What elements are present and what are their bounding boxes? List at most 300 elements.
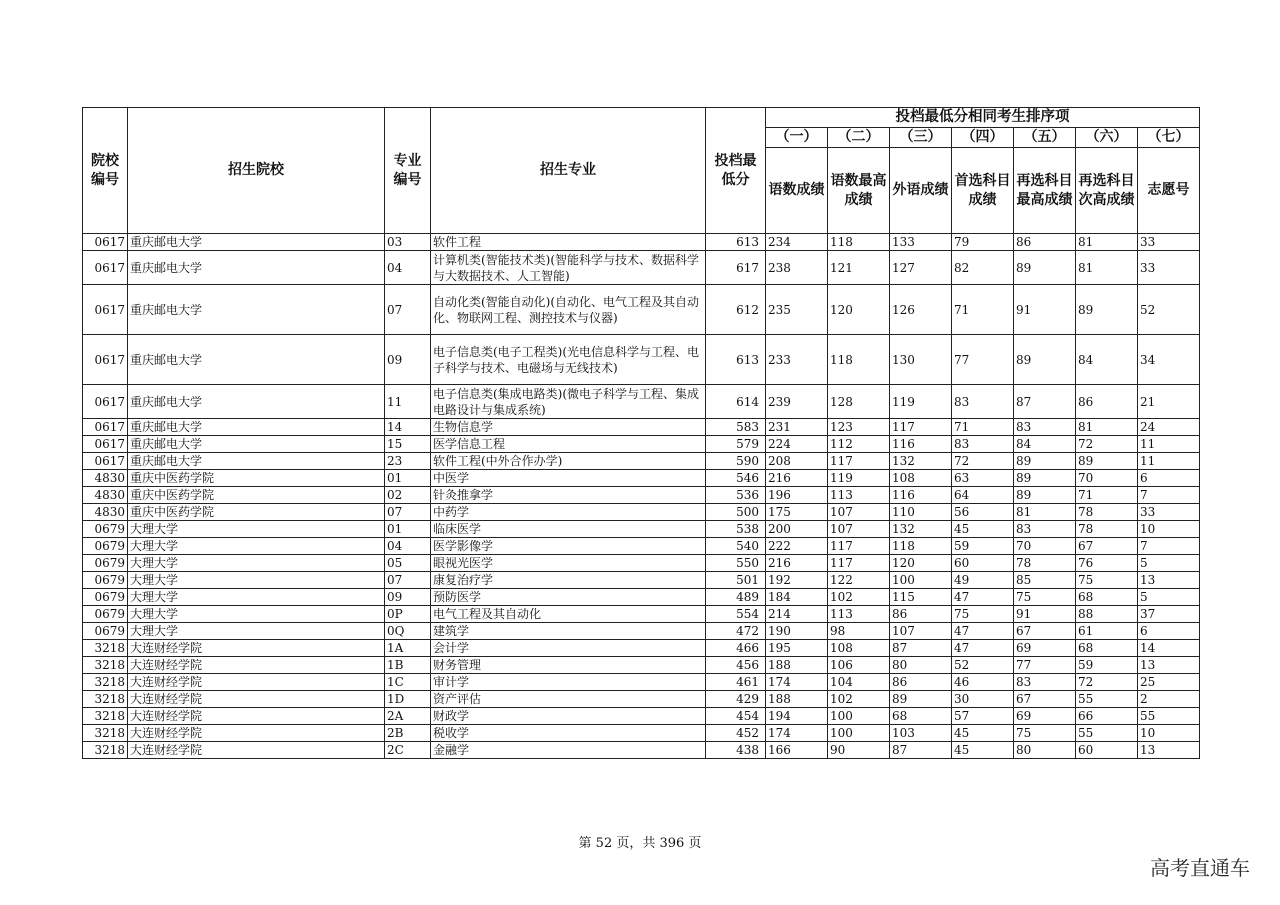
rank-value-cell: 86	[1076, 385, 1138, 419]
school-name-cell: 重庆邮电大学	[128, 419, 385, 436]
table-body	[83, 234, 1200, 759]
rank-value-cell: 115	[890, 589, 952, 606]
table-row	[83, 674, 1200, 691]
rank-value-cell: 113	[828, 606, 890, 623]
rank-value-cell: 68	[890, 708, 952, 725]
major-code-cell: 2A	[385, 708, 431, 725]
rank-value-cell: 107	[890, 623, 952, 640]
admission-score-table	[82, 107, 1200, 759]
major-name-cell: 生物信息学	[431, 419, 706, 436]
rank-value-cell: 166	[766, 742, 828, 759]
table-row	[83, 335, 1200, 385]
rank-value-cell: 104	[828, 674, 890, 691]
rank-value-cell: 89	[1014, 335, 1076, 385]
min-score-cell: 452	[706, 725, 766, 742]
major-code-cell: 09	[385, 589, 431, 606]
major-name-cell: 自动化类(智能自动化)(自动化、电气工程及其自动化、物联网工程、测控技术与仪器)	[431, 285, 706, 335]
major-code-cell: 1D	[385, 691, 431, 708]
rank-value-cell: 67	[1014, 691, 1076, 708]
rank-value-cell: 75	[952, 606, 1014, 623]
rank-value-cell: 78	[1076, 504, 1138, 521]
school-name-cell: 重庆邮电大学	[128, 335, 385, 385]
school-code-cell: 0679	[83, 589, 128, 606]
rank-value-cell: 81	[1076, 419, 1138, 436]
rank-value-cell: 127	[890, 251, 952, 285]
rank-value-cell: 174	[766, 674, 828, 691]
rank-value-cell: 88	[1076, 606, 1138, 623]
rank-value-cell: 86	[1014, 234, 1076, 251]
major-code-cell: 0Q	[385, 623, 431, 640]
rank-value-cell: 55	[1076, 691, 1138, 708]
school-code-cell: 3218	[83, 725, 128, 742]
school-name-cell: 大理大学	[128, 521, 385, 538]
school-name-cell: 重庆邮电大学	[128, 385, 385, 419]
rank-value-cell: 60	[1076, 742, 1138, 759]
rank-value-cell: 87	[890, 640, 952, 657]
rank-value-cell: 100	[890, 572, 952, 589]
rank-value-cell: 110	[890, 504, 952, 521]
min-score-cell: 536	[706, 487, 766, 504]
major-name-cell: 临床医学	[431, 521, 706, 538]
rank-value-cell: 214	[766, 606, 828, 623]
school-code-cell: 0617	[83, 251, 128, 285]
rank-value-cell: 192	[766, 572, 828, 589]
rank-value-cell: 63	[952, 470, 1014, 487]
major-name-cell: 电子信息类(集成电路类)(微电子科学与工程、集成电路设计与集成系统)	[431, 385, 706, 419]
rank-value-cell: 47	[952, 640, 1014, 657]
rank-value-cell: 90	[828, 742, 890, 759]
major-name-cell: 软件工程	[431, 234, 706, 251]
header-school-code: 院校编号	[83, 108, 128, 234]
rank-value-cell: 86	[890, 606, 952, 623]
rank-value-cell: 69	[1014, 708, 1076, 725]
rank-value-cell: 120	[828, 285, 890, 335]
rank-value-cell: 175	[766, 504, 828, 521]
rank-value-cell: 55	[1076, 725, 1138, 742]
rank-value-cell: 21	[1138, 385, 1200, 419]
rank-value-cell: 89	[1014, 487, 1076, 504]
rank-value-cell: 71	[952, 285, 1014, 335]
table-row	[83, 487, 1200, 504]
major-name-cell: 会计学	[431, 640, 706, 657]
major-code-cell: 1B	[385, 657, 431, 674]
rank-value-cell: 13	[1138, 572, 1200, 589]
rank-value-cell: 68	[1076, 640, 1138, 657]
rank-value-cell: 46	[952, 674, 1014, 691]
school-code-cell: 0679	[83, 606, 128, 623]
major-name-cell: 针灸推拿学	[431, 487, 706, 504]
major-code-cell: 2B	[385, 725, 431, 742]
rank-value-cell: 231	[766, 419, 828, 436]
table-row	[83, 538, 1200, 555]
school-code-cell: 0679	[83, 572, 128, 589]
rank-value-cell: 37	[1138, 606, 1200, 623]
table-row	[83, 623, 1200, 640]
rank-value-cell: 117	[828, 538, 890, 555]
table-row	[83, 453, 1200, 470]
major-code-cell: 05	[385, 555, 431, 572]
min-score-cell: 429	[706, 691, 766, 708]
major-name-cell: 医学影像学	[431, 538, 706, 555]
header-sub-number: （四）	[952, 128, 1014, 148]
rank-value-cell: 98	[828, 623, 890, 640]
rank-value-cell: 216	[766, 555, 828, 572]
rank-value-cell: 118	[828, 335, 890, 385]
rank-value-cell: 123	[828, 419, 890, 436]
rank-value-cell: 113	[828, 487, 890, 504]
school-code-cell: 3218	[83, 657, 128, 674]
rank-value-cell: 78	[1014, 555, 1076, 572]
school-code-cell: 3218	[83, 640, 128, 657]
major-name-cell: 预防医学	[431, 589, 706, 606]
rank-value-cell: 100	[828, 708, 890, 725]
rank-value-cell: 132	[890, 521, 952, 538]
header-sub-label: 首选科目成绩	[952, 148, 1014, 234]
table-row	[83, 470, 1200, 487]
min-score-cell: 489	[706, 589, 766, 606]
rank-value-cell: 81	[1014, 504, 1076, 521]
min-score-cell: 612	[706, 285, 766, 335]
rank-value-cell: 76	[1076, 555, 1138, 572]
table-row	[83, 285, 1200, 335]
table-row	[83, 572, 1200, 589]
rank-value-cell: 238	[766, 251, 828, 285]
table-row	[83, 436, 1200, 453]
major-name-cell: 计算机类(智能技术类)(智能科学与技术、数据科学与大数据技术、人工智能)	[431, 251, 706, 285]
table-row	[83, 555, 1200, 572]
page-number: 第 52 页，共 396 页	[578, 836, 702, 851]
rank-value-cell: 89	[1076, 453, 1138, 470]
major-name-cell: 康复治疗学	[431, 572, 706, 589]
rank-value-cell: 81	[1076, 251, 1138, 285]
rank-value-cell: 233	[766, 335, 828, 385]
rank-value-cell: 59	[1076, 657, 1138, 674]
rank-value-cell: 49	[952, 572, 1014, 589]
rank-value-cell: 78	[1076, 521, 1138, 538]
school-code-cell: 0617	[83, 285, 128, 335]
school-name-cell: 重庆中医药学院	[128, 487, 385, 504]
rank-value-cell: 5	[1138, 589, 1200, 606]
major-code-cell: 01	[385, 470, 431, 487]
school-name-cell: 大连财经学院	[128, 742, 385, 759]
table-row	[83, 708, 1200, 725]
major-code-cell: 07	[385, 572, 431, 589]
rank-value-cell: 108	[828, 640, 890, 657]
rank-value-cell: 89	[890, 691, 952, 708]
school-name-cell: 重庆邮电大学	[128, 234, 385, 251]
rank-value-cell: 120	[890, 555, 952, 572]
rank-value-cell: 108	[890, 470, 952, 487]
school-name-cell: 大理大学	[128, 572, 385, 589]
major-code-cell: 1A	[385, 640, 431, 657]
rank-value-cell: 190	[766, 623, 828, 640]
rank-value-cell: 81	[1076, 234, 1138, 251]
min-score-cell: 614	[706, 385, 766, 419]
header-sub-number: （六）	[1076, 128, 1138, 148]
school-code-cell: 0617	[83, 436, 128, 453]
header-sub-number: （一）	[766, 128, 828, 148]
school-name-cell: 重庆邮电大学	[128, 285, 385, 335]
rank-value-cell: 56	[952, 504, 1014, 521]
major-code-cell: 07	[385, 285, 431, 335]
rank-value-cell: 107	[828, 521, 890, 538]
min-score-cell: 454	[706, 708, 766, 725]
school-code-cell: 0679	[83, 555, 128, 572]
rank-value-cell: 82	[952, 251, 1014, 285]
major-name-cell: 资产评估	[431, 691, 706, 708]
table-row	[83, 742, 1200, 759]
rank-value-cell: 45	[952, 725, 1014, 742]
rank-value-cell: 132	[890, 453, 952, 470]
rank-value-cell: 80	[1014, 742, 1076, 759]
rank-value-cell: 11	[1138, 453, 1200, 470]
min-score-cell: 579	[706, 436, 766, 453]
table-row	[83, 234, 1200, 251]
rank-value-cell: 10	[1138, 521, 1200, 538]
table-row	[83, 385, 1200, 419]
rank-value-cell: 86	[890, 674, 952, 691]
rank-value-cell: 6	[1138, 470, 1200, 487]
major-name-cell: 金融学	[431, 742, 706, 759]
min-score-cell: 472	[706, 623, 766, 640]
rank-value-cell: 83	[1014, 674, 1076, 691]
min-score-cell: 456	[706, 657, 766, 674]
header-major-code: 专业编号	[385, 108, 431, 234]
rank-value-cell: 89	[1014, 251, 1076, 285]
table-row	[83, 725, 1200, 742]
rank-value-cell: 30	[952, 691, 1014, 708]
rank-value-cell: 117	[828, 555, 890, 572]
rank-value-cell: 216	[766, 470, 828, 487]
major-name-cell: 中医学	[431, 470, 706, 487]
min-score-cell: 613	[706, 335, 766, 385]
rank-value-cell: 6	[1138, 623, 1200, 640]
header-sub-label: 志愿号	[1138, 148, 1200, 234]
rank-value-cell: 222	[766, 538, 828, 555]
rank-value-cell: 83	[1014, 419, 1076, 436]
major-name-cell: 软件工程(中外合作办学)	[431, 453, 706, 470]
rank-value-cell: 33	[1138, 504, 1200, 521]
header-school-name: 招生院校	[128, 108, 385, 234]
rank-value-cell: 33	[1138, 251, 1200, 285]
rank-value-cell: 103	[890, 725, 952, 742]
table-row	[83, 606, 1200, 623]
rank-value-cell: 79	[952, 234, 1014, 251]
rank-value-cell: 118	[828, 234, 890, 251]
rank-value-cell: 84	[1076, 335, 1138, 385]
major-name-cell: 建筑学	[431, 623, 706, 640]
major-name-cell: 中药学	[431, 504, 706, 521]
rank-value-cell: 59	[952, 538, 1014, 555]
min-score-cell: 590	[706, 453, 766, 470]
min-score-cell: 540	[706, 538, 766, 555]
table-row	[83, 251, 1200, 285]
major-name-cell: 税收学	[431, 725, 706, 742]
rank-value-cell: 52	[952, 657, 1014, 674]
rank-value-cell: 87	[1014, 385, 1076, 419]
rank-value-cell: 234	[766, 234, 828, 251]
min-score-cell: 438	[706, 742, 766, 759]
rank-value-cell: 47	[952, 589, 1014, 606]
major-code-cell: 03	[385, 234, 431, 251]
rank-value-cell: 7	[1138, 487, 1200, 504]
rank-value-cell: 174	[766, 725, 828, 742]
school-name-cell: 大连财经学院	[128, 674, 385, 691]
major-name-cell: 财务管理	[431, 657, 706, 674]
rank-value-cell: 64	[952, 487, 1014, 504]
rank-value-cell: 70	[1014, 538, 1076, 555]
table-row	[83, 419, 1200, 436]
school-name-cell: 重庆中医药学院	[128, 470, 385, 487]
major-name-cell: 财政学	[431, 708, 706, 725]
rank-value-cell: 85	[1014, 572, 1076, 589]
rank-value-cell: 89	[1076, 285, 1138, 335]
major-name-cell: 审计学	[431, 674, 706, 691]
major-name-cell: 电气工程及其自动化	[431, 606, 706, 623]
rank-value-cell: 119	[828, 470, 890, 487]
rank-value-cell: 106	[828, 657, 890, 674]
major-name-cell: 医学信息工程	[431, 436, 706, 453]
rank-value-cell: 11	[1138, 436, 1200, 453]
header-major-name: 招生专业	[431, 108, 706, 234]
major-code-cell: 23	[385, 453, 431, 470]
major-code-cell: 04	[385, 251, 431, 285]
school-name-cell: 重庆邮电大学	[128, 453, 385, 470]
major-code-cell: 0P	[385, 606, 431, 623]
rank-value-cell: 100	[828, 725, 890, 742]
rank-value-cell: 184	[766, 589, 828, 606]
rank-value-cell: 89	[1014, 470, 1076, 487]
rank-value-cell: 70	[1076, 470, 1138, 487]
min-score-cell: 613	[706, 234, 766, 251]
rank-value-cell: 133	[890, 234, 952, 251]
school-code-cell: 3218	[83, 691, 128, 708]
table-header	[83, 108, 1200, 234]
rank-value-cell: 121	[828, 251, 890, 285]
rank-value-cell: 71	[1076, 487, 1138, 504]
school-code-cell: 0617	[83, 453, 128, 470]
rank-value-cell: 116	[890, 487, 952, 504]
rank-value-cell: 118	[890, 538, 952, 555]
rank-value-cell: 45	[952, 521, 1014, 538]
rank-value-cell: 235	[766, 285, 828, 335]
header-sub-number: （二）	[828, 128, 890, 148]
rank-value-cell: 239	[766, 385, 828, 419]
header-sub-label: 语数最高成绩	[828, 148, 890, 234]
school-name-cell: 大连财经学院	[128, 657, 385, 674]
major-name-cell: 眼视光医学	[431, 555, 706, 572]
watermark-text: 高考直通车	[1150, 856, 1250, 880]
rank-value-cell: 57	[952, 708, 1014, 725]
rank-value-cell: 200	[766, 521, 828, 538]
rank-value-cell: 33	[1138, 234, 1200, 251]
school-name-cell: 大理大学	[128, 606, 385, 623]
school-code-cell: 0617	[83, 419, 128, 436]
table-row	[83, 640, 1200, 657]
rank-value-cell: 10	[1138, 725, 1200, 742]
major-code-cell: 07	[385, 504, 431, 521]
school-code-cell: 4830	[83, 504, 128, 521]
rank-value-cell: 25	[1138, 674, 1200, 691]
rank-value-cell: 89	[1014, 453, 1076, 470]
major-code-cell: 1C	[385, 674, 431, 691]
rank-value-cell: 2	[1138, 691, 1200, 708]
rank-value-cell: 102	[828, 691, 890, 708]
major-code-cell: 02	[385, 487, 431, 504]
min-score-cell: 501	[706, 572, 766, 589]
rank-value-cell: 77	[952, 335, 1014, 385]
min-score-cell: 538	[706, 521, 766, 538]
rank-value-cell: 45	[952, 742, 1014, 759]
major-code-cell: 2C	[385, 742, 431, 759]
table-row	[83, 521, 1200, 538]
min-score-cell: 554	[706, 606, 766, 623]
school-name-cell: 大理大学	[128, 538, 385, 555]
header-sub-number: （三）	[890, 128, 952, 148]
school-code-cell: 0617	[83, 234, 128, 251]
rank-value-cell: 67	[1076, 538, 1138, 555]
rank-value-cell: 34	[1138, 335, 1200, 385]
major-name-cell: 电子信息类(电子工程类)(光电信息科学与工程、电子科学与技术、电磁场与无线技术)	[431, 335, 706, 385]
rank-value-cell: 75	[1014, 725, 1076, 742]
rank-value-cell: 188	[766, 657, 828, 674]
rank-value-cell: 117	[890, 419, 952, 436]
school-code-cell: 3218	[83, 708, 128, 725]
rank-value-cell: 67	[1014, 623, 1076, 640]
major-code-cell: 11	[385, 385, 431, 419]
header-sub-number: （七）	[1138, 128, 1200, 148]
rank-value-cell: 224	[766, 436, 828, 453]
min-score-cell: 550	[706, 555, 766, 572]
school-code-cell: 0617	[83, 335, 128, 385]
school-code-cell: 4830	[83, 470, 128, 487]
school-name-cell: 重庆邮电大学	[128, 436, 385, 453]
major-code-cell: 09	[385, 335, 431, 385]
school-name-cell: 大连财经学院	[128, 640, 385, 657]
rank-value-cell: 126	[890, 285, 952, 335]
min-score-cell: 583	[706, 419, 766, 436]
header-sub-label: 外语成绩	[890, 148, 952, 234]
school-name-cell: 大理大学	[128, 589, 385, 606]
header-sub-label: 再选科目最高成绩	[1014, 148, 1076, 234]
school-code-cell: 0679	[83, 521, 128, 538]
rank-value-cell: 47	[952, 623, 1014, 640]
school-code-cell: 0679	[83, 538, 128, 555]
rank-value-cell: 68	[1076, 589, 1138, 606]
header-sub-number: （五）	[1014, 128, 1076, 148]
rank-value-cell: 194	[766, 708, 828, 725]
table-row	[83, 589, 1200, 606]
min-score-cell: 546	[706, 470, 766, 487]
rank-value-cell: 60	[952, 555, 1014, 572]
rank-value-cell: 83	[952, 385, 1014, 419]
rank-value-cell: 5	[1138, 555, 1200, 572]
rank-value-cell: 91	[1014, 606, 1076, 623]
school-name-cell: 重庆中医药学院	[128, 504, 385, 521]
min-score-cell: 461	[706, 674, 766, 691]
school-name-cell: 大理大学	[128, 623, 385, 640]
school-code-cell: 3218	[83, 742, 128, 759]
rank-value-cell: 91	[1014, 285, 1076, 335]
rank-value-cell: 80	[890, 657, 952, 674]
rank-value-cell: 196	[766, 487, 828, 504]
rank-value-cell: 188	[766, 691, 828, 708]
rank-value-cell: 72	[952, 453, 1014, 470]
rank-value-cell: 14	[1138, 640, 1200, 657]
table-row	[83, 657, 1200, 674]
rank-value-cell: 116	[890, 436, 952, 453]
rank-value-cell: 122	[828, 572, 890, 589]
